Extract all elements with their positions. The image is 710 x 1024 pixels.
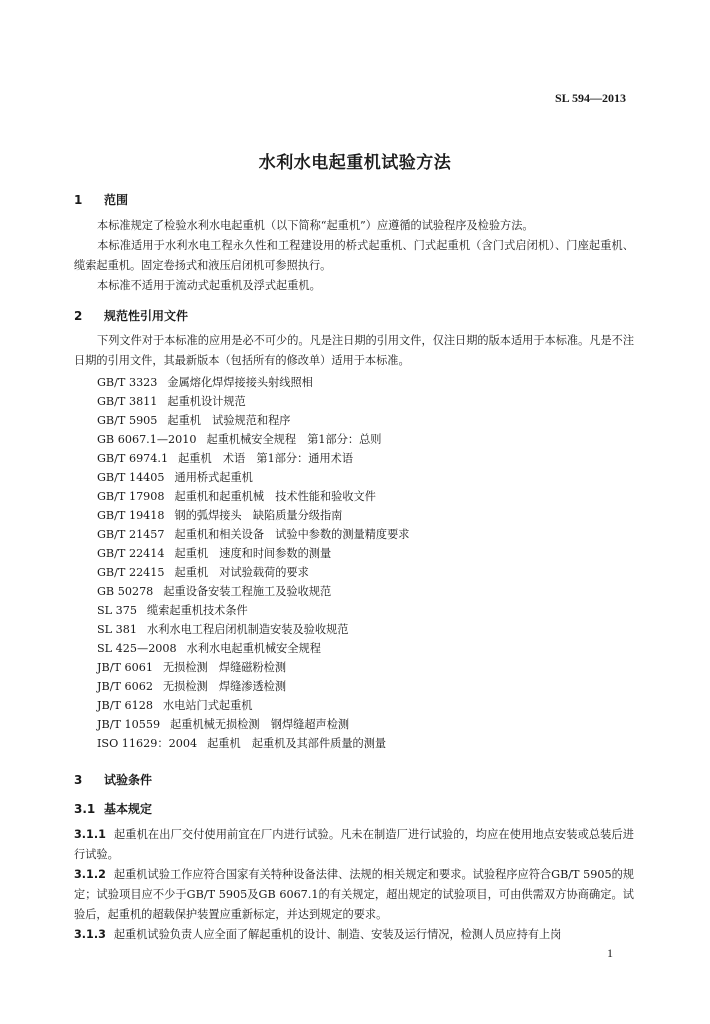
subsection-title: 基本规定 (104, 802, 153, 816)
clause-3-1-2: 3.1.2 起重机试验工作应符合国家有关特种设备法律、法规的相关规定和要求。试验程序应符合GB/T 5905的规定；试验项目应不少于GB/T 5905及GB 6067.1的有关规定，超出规定的试验项目，可由供需双方协商确定。试验后，起重机的超载保护装置应重新标定，并达到规定的要求。 (74, 868, 634, 921)
standard-code: SL 594—2013 (554, 91, 626, 105)
reference-item: GB/T 17908 起重机和起重机械 技术性能和验收文件 (97, 490, 376, 503)
section-title: 范围 (104, 193, 129, 207)
reference-item: GB/T 14405 通用桥式起重机 (97, 471, 253, 484)
section-2-heading (74, 307, 188, 324)
subsection-3-1-heading (74, 800, 152, 817)
reference-item: GB 6067.1—2010 起重机械安全规程 第1部分：总则 (97, 433, 382, 446)
scope-paragraph-2: 本标准适用于水利水电工程永久性和工程建设用的桥式起重机、门式起重机（含门式启闭机）、门座起重机、缆索起重机。固定卷扬式和液压启闭机可参照执行。 (74, 239, 634, 272)
reference-item: SL 375 缆索起重机技术条件 (97, 604, 248, 617)
section-number: 3 (74, 773, 83, 787)
section-number: 2 (74, 309, 83, 323)
section-title: 规范性引用文件 (104, 309, 189, 323)
reference-item: JB/T 10559 起重机械无损检测 钢焊缝超声检测 (97, 718, 350, 731)
subsection-number: 3.1 (74, 802, 96, 816)
reference-item: GB/T 3811 起重机设计规范 (97, 395, 246, 408)
document-title: 水利水电起重机试验方法 (258, 153, 452, 173)
reference-item: SL 381 水利水电工程启闭机制造安装及验收规范 (97, 623, 349, 636)
clause-3-1-1: 3.1.1 起重机在出厂交付使用前宜在厂内进行试验。凡未在制造厂进行试验的，均应在使用地点安装或总装后进行试验。 (74, 828, 634, 861)
reference-item: GB/T 22415 起重机 对试验载荷的要求 (97, 566, 309, 579)
reference-item: GB/T 21457 起重机和相关设备 试验中参数的测量精度要求 (97, 528, 410, 541)
reference-item: SL 425—2008 水利水电起重机械安全规程 (97, 642, 321, 655)
normative-references-intro: 下列文件对于本标准的应用是必不可少的。凡是注日期的引用文件，仅注日期的版本适用于本标准。凡是不注日期的引用文件，其最新版本（包括所有的修改单）适用于本标准。 (74, 334, 635, 367)
scope-paragraph-3: 本标准不适用于流动式起重机及浮式起重机。 (97, 279, 321, 292)
section-number: 1 (74, 193, 83, 207)
clause-3-1-3: 3.1.3 起重机试验负责人应全面了解起重机的设计、制造、安装及运行情况，检测人员应持有上岗 (74, 928, 562, 941)
scope-paragraph-1: 本标准规定了检验水利水电起重机（以下简称“起重机”）应遵循的试验程序及检验方法。 (97, 219, 534, 232)
section-title: 试验条件 (104, 773, 153, 787)
reference-list (97, 373, 410, 753)
reference-item: GB/T 5905 起重机 试验规范和程序 (97, 414, 291, 427)
section-3-heading (74, 771, 152, 788)
reference-item: GB/T 3323 金属熔化焊焊接接头射线照相 (97, 376, 313, 389)
reference-item: ISO 11629：2004 起重机 起重机及其部件质量的测量 (97, 737, 387, 750)
reference-item: GB 50278 起重设备安装工程施工及验收规范 (97, 585, 332, 598)
page-number: 1 (607, 946, 613, 960)
reference-item: GB/T 6974.1 起重机 术语 第1部分：通用术语 (97, 452, 354, 465)
reference-item: JB/T 6061 无损检测 焊缝磁粉检测 (97, 661, 287, 674)
reference-item: GB/T 22414 起重机 速度和时间参数的测量 (97, 547, 332, 560)
reference-item: GB/T 19418 钢的弧焊接头 缺陷质量分级指南 (97, 509, 343, 522)
section-1-heading (74, 191, 128, 208)
reference-item: JB/T 6062 无损检测 焊缝渗透检测 (97, 680, 287, 693)
reference-item: JB/T 6128 水电站门式起重机 (97, 699, 253, 712)
